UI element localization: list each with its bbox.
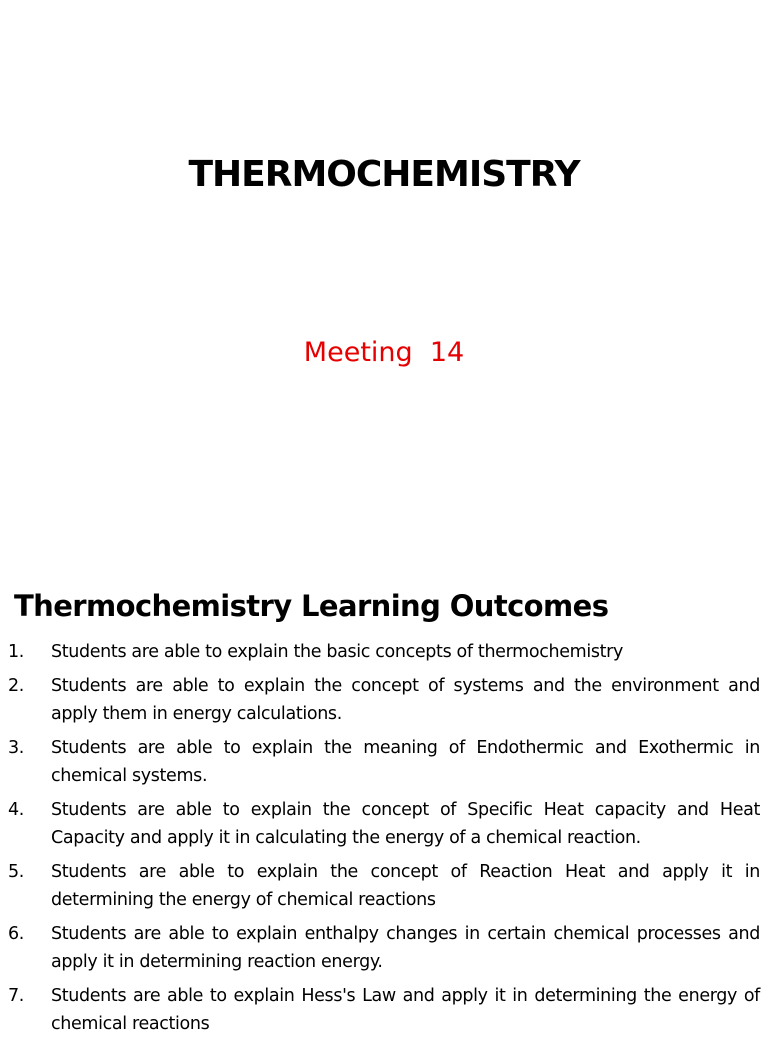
slide-title: THERMOCHEMISTRY [188,154,580,195]
outcome-item [0,796,768,852]
outcome-item [0,638,768,666]
outcome-text: Students are able to explain the basic concepts of thermochemistry [51,642,623,662]
outcome-number: 3. [8,738,24,758]
outcome-item [0,858,768,914]
outcome-text: Students are able to explain enthalpy changes in certain chemical processes and apply it in determining reaction energy. [51,924,760,972]
outcome-text: Students are able to explain the meaning of Endothermic and Exothermic in chemical systems. [51,738,760,786]
outcome-number: 1. [8,642,24,662]
outcome-number: 6. [8,924,24,944]
outcome-item [0,920,768,976]
outcome-number: 7. [8,986,24,1006]
outcome-item [0,982,768,1038]
outcome-text: Students are able to explain the concept of systems and the environment and apply them in energy calculations. [51,676,760,724]
outcome-text: Students are able to explain the concept of Reaction Heat and apply it in determining the energy of chemical reactions [51,862,760,910]
outcome-item [0,734,768,790]
outcome-number: 4. [8,800,24,820]
outcome-number: 5. [8,862,24,882]
outcome-number: 2. [8,676,24,696]
outcome-list [0,638,768,1044]
slide-subtitle: Meeting 14 [303,337,465,368]
outcome-text: Students are able to explain Hess's Law and apply it in determining the energy of chemical reactions [51,986,760,1034]
outcome-text: Students are able to explain the concept of Specific Heat capacity and Heat Capacity and apply it in calculating the energy of a chemical reaction. [51,800,760,848]
outcomes-slide [0,576,768,1034]
outcome-item [0,672,768,728]
outcomes-heading: Thermochemistry Learning Outcomes [14,589,609,623]
